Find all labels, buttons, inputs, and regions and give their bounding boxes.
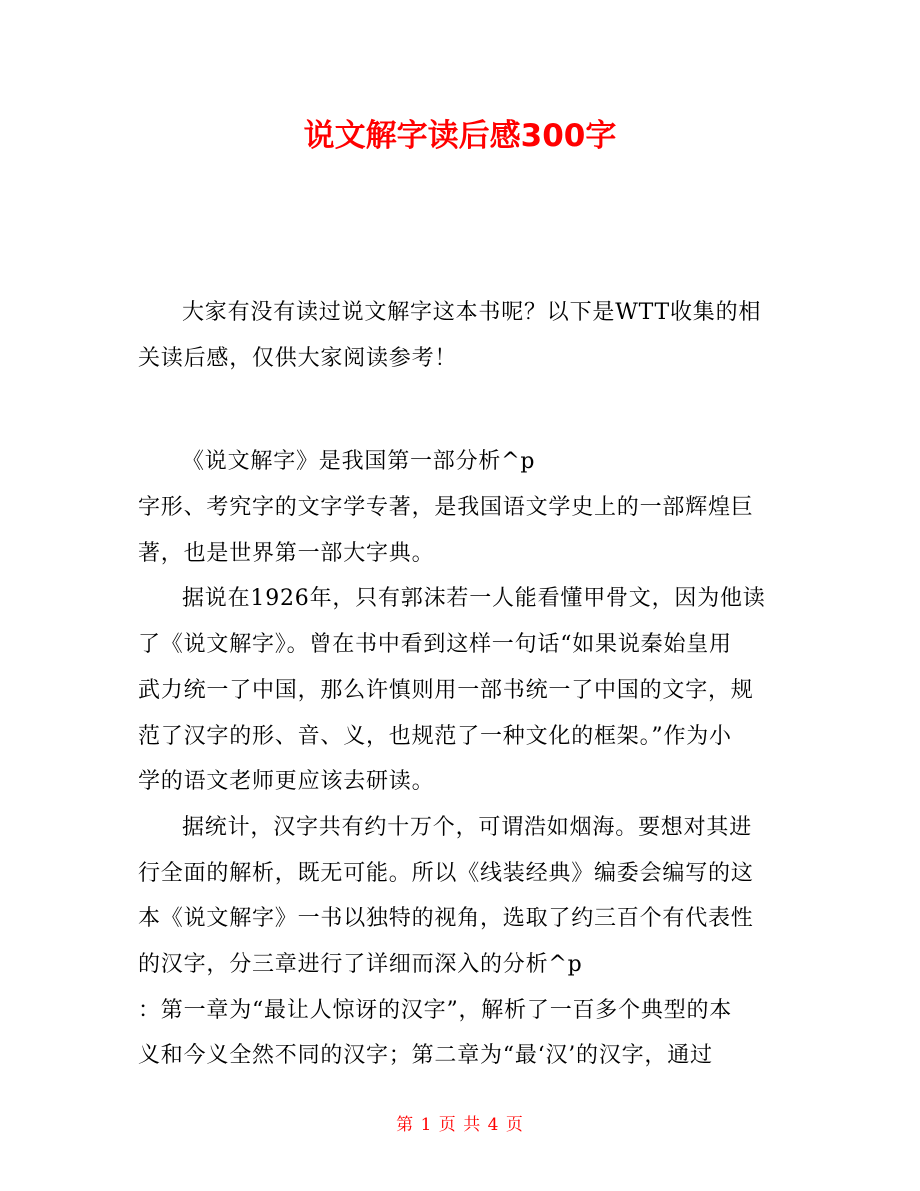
document-body	[138, 290, 788, 1079]
paragraph-line: 据说在1926年，只有郭沫若一人能看懂甲骨文，因为他读	[182, 586, 766, 612]
paragraph-gap	[138, 381, 788, 439]
paragraph-line: ：第一章为“最让人惊讶的汉字”，解析了一百多个典型的本	[138, 997, 733, 1023]
paragraph-line: 本《说文解字》一书以独特的视角，选取了约三百个有代表性	[138, 906, 754, 932]
paragraph-line: 义和今义全然不同的汉字；第二章为“最‘汉’的汉字，通过	[138, 1043, 713, 1069]
paragraph-line: 学的语文老师更应该去研读。	[138, 769, 435, 795]
document-title: 说文解字读后感300字	[303, 118, 617, 154]
paragraph-line: 了《说文解字》。曾在书中看到这样一句话“如果说秦始皇用	[138, 632, 732, 658]
paragraph-line: 字形、考究字的文字学专著，是我国语文学史上的一部辉煌巨	[138, 495, 754, 521]
paragraph-line: 《说文解字》是我国第一部分析^p	[182, 449, 536, 475]
paragraph-line: 大家有没有读过说文解字这本书呢？以下是WTT收集的相	[182, 300, 762, 325]
paragraph-line: 武力统一了中国，那么许慎则用一部书统一了中国的文字，规	[138, 677, 754, 703]
page-number-footer: 第 1 页 共 4 页	[396, 1115, 524, 1135]
paragraph-line: 据统计，汉字共有约十万个，可谓浩如烟海。要想对其进	[182, 814, 753, 840]
paragraph-line: 的汉字，分三章进行了详细而深入的分析^p	[138, 951, 583, 977]
paragraph-line: 行全面的解析，既无可能。所以《线装经典》编委会编写的这	[138, 860, 754, 886]
paragraph-line: 关读后感，仅供大家阅读参考！	[138, 345, 458, 371]
paragraph-line: 著，也是世界第一部大字典。	[138, 540, 435, 566]
paragraph-line: 范了汉字的形、音、义，也规范了一种文化的框架。”作为小	[138, 723, 732, 749]
